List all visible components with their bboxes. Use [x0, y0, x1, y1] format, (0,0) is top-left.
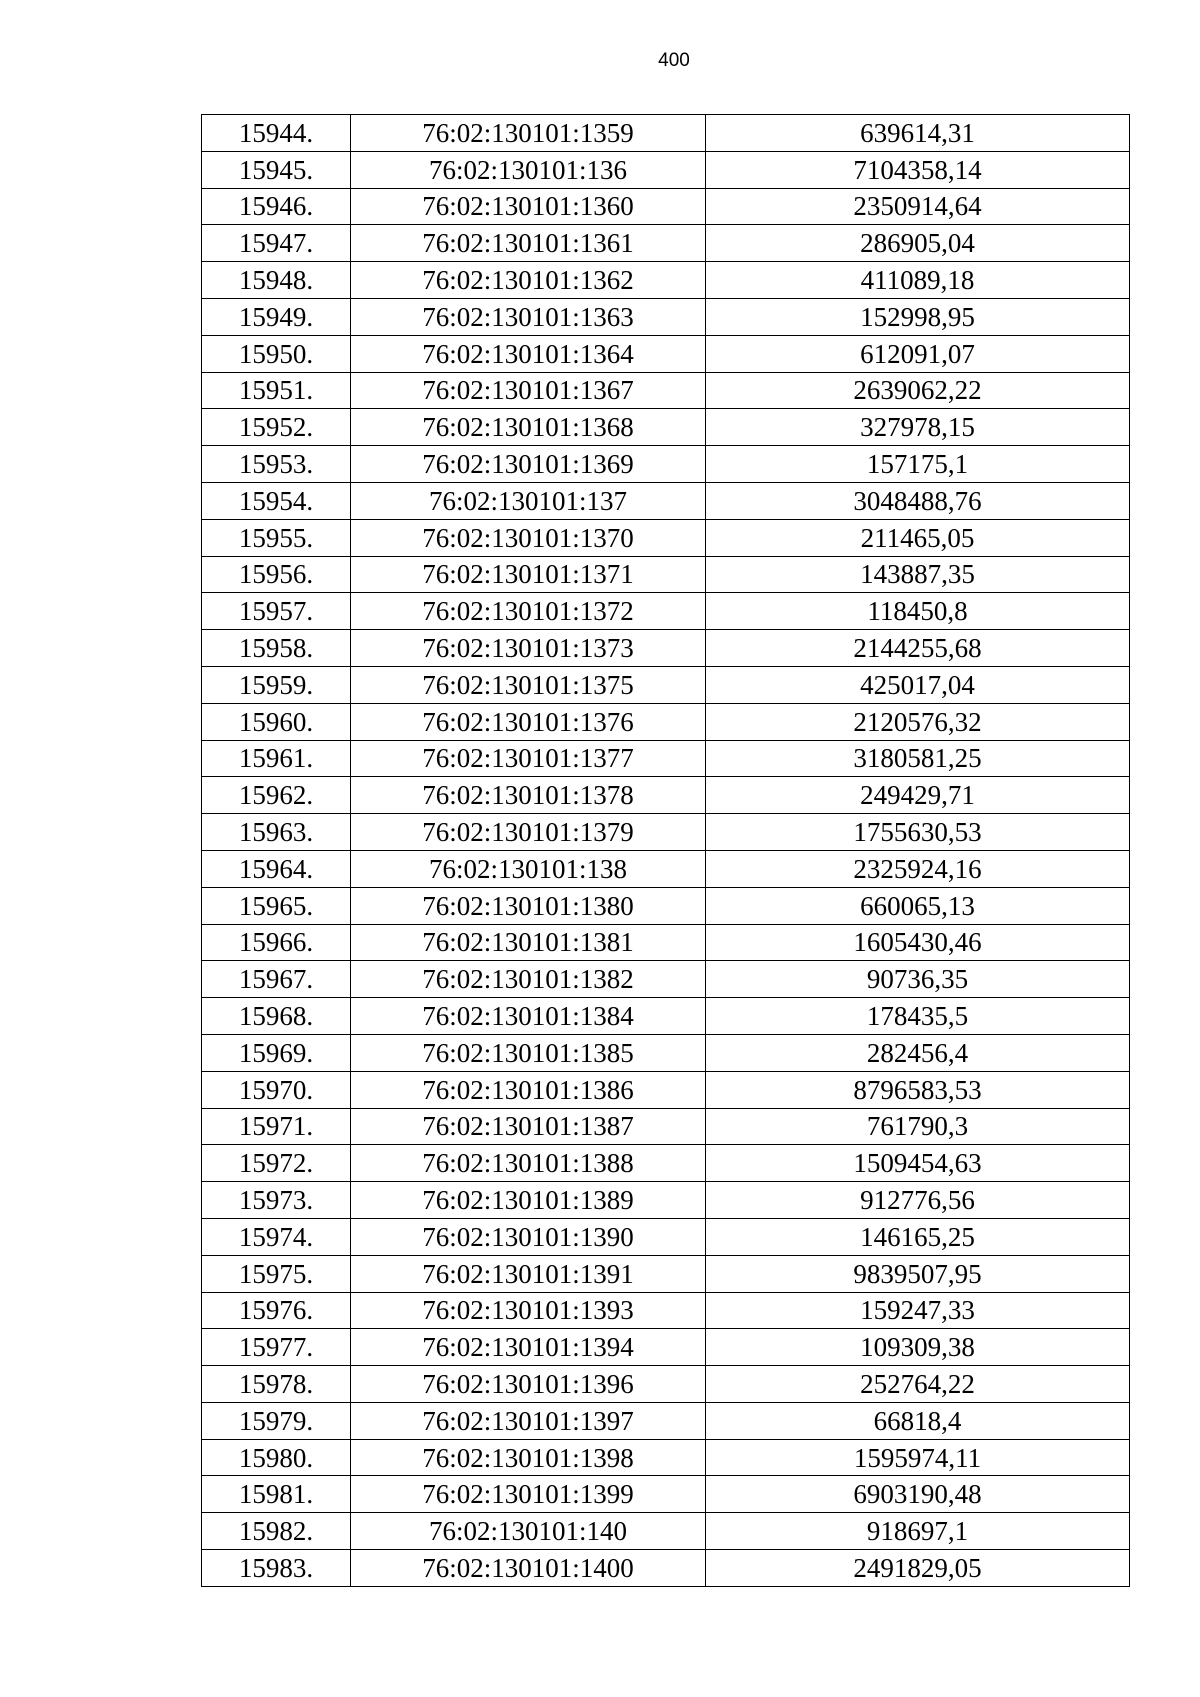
cadastral-value-cell: 143887,35 [706, 556, 1130, 593]
row-number-cell: 15972. [202, 1145, 351, 1182]
row-number-cell: 15979. [202, 1402, 351, 1439]
cadastral-number-cell: 76:02:130101:1387 [351, 1108, 706, 1145]
cadastral-number-cell: 76:02:130101:1398 [351, 1439, 706, 1476]
cadastral-number-cell: 76:02:130101:1384 [351, 998, 706, 1035]
table-row [202, 630, 1130, 667]
row-number-cell: 15951. [202, 372, 351, 409]
table-body [202, 115, 1130, 1587]
row-number-cell: 15983. [202, 1550, 351, 1587]
table-row [202, 1182, 1130, 1219]
cadastral-value-cell: 761790,3 [706, 1108, 1130, 1145]
cadastral-number-cell: 76:02:130101:1393 [351, 1292, 706, 1329]
table-row [202, 1329, 1130, 1366]
cadastral-value-cell: 2639062,22 [706, 372, 1130, 409]
row-number-cell: 15963. [202, 814, 351, 851]
cadastral-value-cell: 109309,38 [706, 1329, 1130, 1366]
cadastral-number-cell: 76:02:130101:137 [351, 482, 706, 519]
cadastral-value-cell: 211465,05 [706, 519, 1130, 556]
cadastral-number-cell: 76:02:130101:1386 [351, 1071, 706, 1108]
table-row [202, 556, 1130, 593]
cadastral-value-cell: 1509454,63 [706, 1145, 1130, 1182]
cadastral-value-cell: 152998,95 [706, 298, 1130, 335]
row-number-cell: 15949. [202, 298, 351, 335]
row-number-cell: 15955. [202, 519, 351, 556]
cadastral-number-cell: 76:02:130101:1391 [351, 1255, 706, 1292]
row-number-cell: 15970. [202, 1071, 351, 1108]
table-row [202, 1476, 1130, 1513]
table-row [202, 409, 1130, 446]
table-row [202, 188, 1130, 225]
cadastral-number-cell: 76:02:130101:1399 [351, 1476, 706, 1513]
cadastral-number-cell: 76:02:130101:1381 [351, 924, 706, 961]
cadastral-value-cell: 282456,4 [706, 1034, 1130, 1071]
row-number-cell: 15981. [202, 1476, 351, 1513]
row-number-cell: 15973. [202, 1182, 351, 1219]
cadastral-value-cell: 918697,1 [706, 1513, 1130, 1550]
table-row [202, 814, 1130, 851]
table-row [202, 482, 1130, 519]
cadastral-number-cell: 76:02:130101:1370 [351, 519, 706, 556]
table-row [202, 887, 1130, 924]
row-number-cell: 15960. [202, 703, 351, 740]
cadastral-value-cell: 612091,07 [706, 335, 1130, 372]
cadastral-number-cell: 76:02:130101:1397 [351, 1402, 706, 1439]
cadastral-number-cell: 76:02:130101:1377 [351, 740, 706, 777]
table-row [202, 298, 1130, 335]
cadastral-number-cell: 76:02:130101:1375 [351, 666, 706, 703]
cadastral-number-cell: 76:02:130101:1376 [351, 703, 706, 740]
table-row [202, 519, 1130, 556]
cadastral-number-cell: 76:02:130101:1394 [351, 1329, 706, 1366]
table-row [202, 740, 1130, 777]
cadastral-value-cell: 249429,71 [706, 777, 1130, 814]
row-number-cell: 15971. [202, 1108, 351, 1145]
row-number-cell: 15982. [202, 1513, 351, 1550]
cadastral-number-cell: 76:02:130101:1385 [351, 1034, 706, 1071]
cadastral-number-cell: 76:02:130101:1359 [351, 115, 706, 152]
cadastral-value-cell: 159247,33 [706, 1292, 1130, 1329]
table-row [202, 1292, 1130, 1329]
table-row [202, 1071, 1130, 1108]
row-number-cell: 15950. [202, 335, 351, 372]
row-number-cell: 15952. [202, 409, 351, 446]
row-number-cell: 15965. [202, 887, 351, 924]
cadastral-number-cell: 76:02:130101:136 [351, 151, 706, 188]
cadastral-value-cell: 2325924,16 [706, 850, 1130, 887]
table-row [202, 372, 1130, 409]
cadastral-number-cell: 76:02:130101:1373 [351, 630, 706, 667]
cadastral-number-cell: 76:02:130101:1364 [351, 335, 706, 372]
row-number-cell: 15976. [202, 1292, 351, 1329]
cadastral-number-cell: 76:02:130101:1360 [351, 188, 706, 225]
cadastral-number-cell: 76:02:130101:1388 [351, 1145, 706, 1182]
row-number-cell: 15967. [202, 961, 351, 998]
table-row [202, 262, 1130, 299]
cadastral-number-cell: 76:02:130101:1390 [351, 1218, 706, 1255]
row-number-cell: 15957. [202, 593, 351, 630]
cadastral-value-cell: 3048488,76 [706, 482, 1130, 519]
row-number-cell: 15977. [202, 1329, 351, 1366]
cadastral-value-cell: 178435,5 [706, 998, 1130, 1035]
cadastral-value-cell: 7104358,14 [706, 151, 1130, 188]
table-row [202, 961, 1130, 998]
cadastral-number-cell: 76:02:130101:1380 [351, 887, 706, 924]
table-row [202, 593, 1130, 630]
table-row [202, 1550, 1130, 1587]
table-row [202, 1439, 1130, 1476]
cadastral-value-cell: 2350914,64 [706, 188, 1130, 225]
table-row [202, 1218, 1130, 1255]
table-row [202, 777, 1130, 814]
cadastral-value-cell: 252764,22 [706, 1366, 1130, 1403]
cadastral-number-cell: 76:02:130101:1369 [351, 446, 706, 483]
cadastral-value-cell: 118450,8 [706, 593, 1130, 630]
cadastral-value-cell: 3180581,25 [706, 740, 1130, 777]
table-row [202, 1255, 1130, 1292]
cadastral-value-cell: 425017,04 [706, 666, 1130, 703]
table-row [202, 666, 1130, 703]
cadastral-value-cell: 912776,56 [706, 1182, 1130, 1219]
cadastral-number-cell: 76:02:130101:1363 [351, 298, 706, 335]
table-row [202, 850, 1130, 887]
cadastral-value-cell: 327978,15 [706, 409, 1130, 446]
row-number-cell: 15959. [202, 666, 351, 703]
row-number-cell: 15974. [202, 1218, 351, 1255]
row-number-cell: 15969. [202, 1034, 351, 1071]
cadastral-number-cell: 76:02:130101:1371 [351, 556, 706, 593]
cadastral-value-cell: 1605430,46 [706, 924, 1130, 961]
cadastral-value-cell: 660065,13 [706, 887, 1130, 924]
row-number-cell: 15962. [202, 777, 351, 814]
row-number-cell: 15954. [202, 482, 351, 519]
row-number-cell: 15944. [202, 115, 351, 152]
row-number-cell: 15975. [202, 1255, 351, 1292]
cadastral-number-cell: 76:02:130101:1367 [351, 372, 706, 409]
cadastral-number-cell: 76:02:130101:1389 [351, 1182, 706, 1219]
page-number: 400 [658, 50, 690, 71]
cadastral-number-cell: 76:02:130101:1382 [351, 961, 706, 998]
row-number-cell: 15945. [202, 151, 351, 188]
cadastral-number-cell: 76:02:130101:1372 [351, 593, 706, 630]
table-row [202, 998, 1130, 1035]
cadastral-number-cell: 76:02:130101:1362 [351, 262, 706, 299]
cadastral-value-cell: 286905,04 [706, 225, 1130, 262]
cadastral-value-cell: 157175,1 [706, 446, 1130, 483]
row-number-cell: 15953. [202, 446, 351, 483]
table-row [202, 924, 1130, 961]
cadastral-value-cell: 6903190,48 [706, 1476, 1130, 1513]
cadastral-number-cell: 76:02:130101:138 [351, 850, 706, 887]
table-row [202, 225, 1130, 262]
table-row [202, 1402, 1130, 1439]
row-number-cell: 15978. [202, 1366, 351, 1403]
cadastral-value-cell: 1595974,11 [706, 1439, 1130, 1476]
table-row [202, 1034, 1130, 1071]
cadastral-value-cell: 2491829,05 [706, 1550, 1130, 1587]
table-row [202, 1513, 1130, 1550]
cadastral-number-cell: 76:02:130101:140 [351, 1513, 706, 1550]
cadastral-value-cell: 66818,4 [706, 1402, 1130, 1439]
cadastral-value-cell: 2120576,32 [706, 703, 1130, 740]
cadastral-number-cell: 76:02:130101:1361 [351, 225, 706, 262]
row-number-cell: 15980. [202, 1439, 351, 1476]
table-row [202, 703, 1130, 740]
cadastral-value-cell: 411089,18 [706, 262, 1130, 299]
cadastral-number-cell: 76:02:130101:1400 [351, 1550, 706, 1587]
cadastral-value-cell: 1755630,53 [706, 814, 1130, 851]
cadastral-number-cell: 76:02:130101:1379 [351, 814, 706, 851]
table-row [202, 151, 1130, 188]
cadastral-value-cell: 2144255,68 [706, 630, 1130, 667]
table-row [202, 446, 1130, 483]
row-number-cell: 15958. [202, 630, 351, 667]
cadastral-number-cell: 76:02:130101:1378 [351, 777, 706, 814]
row-number-cell: 15961. [202, 740, 351, 777]
table-row [202, 1366, 1130, 1403]
cadastral-value-cell: 146165,25 [706, 1218, 1130, 1255]
row-number-cell: 15946. [202, 188, 351, 225]
cadastral-value-cell: 90736,35 [706, 961, 1130, 998]
table-row [202, 115, 1130, 152]
cadastral-number-cell: 76:02:130101:1396 [351, 1366, 706, 1403]
row-number-cell: 15947. [202, 225, 351, 262]
table-row [202, 1145, 1130, 1182]
table-row [202, 1108, 1130, 1145]
table-row [202, 335, 1130, 372]
row-number-cell: 15964. [202, 850, 351, 887]
cadastral-number-cell: 76:02:130101:1368 [351, 409, 706, 446]
row-number-cell: 15948. [202, 262, 351, 299]
row-number-cell: 15956. [202, 556, 351, 593]
cadastral-value-cell: 639614,31 [706, 115, 1130, 152]
cadastral-value-table [201, 114, 1130, 1587]
row-number-cell: 15968. [202, 998, 351, 1035]
cadastral-value-cell: 9839507,95 [706, 1255, 1130, 1292]
row-number-cell: 15966. [202, 924, 351, 961]
cadastral-value-cell: 8796583,53 [706, 1071, 1130, 1108]
